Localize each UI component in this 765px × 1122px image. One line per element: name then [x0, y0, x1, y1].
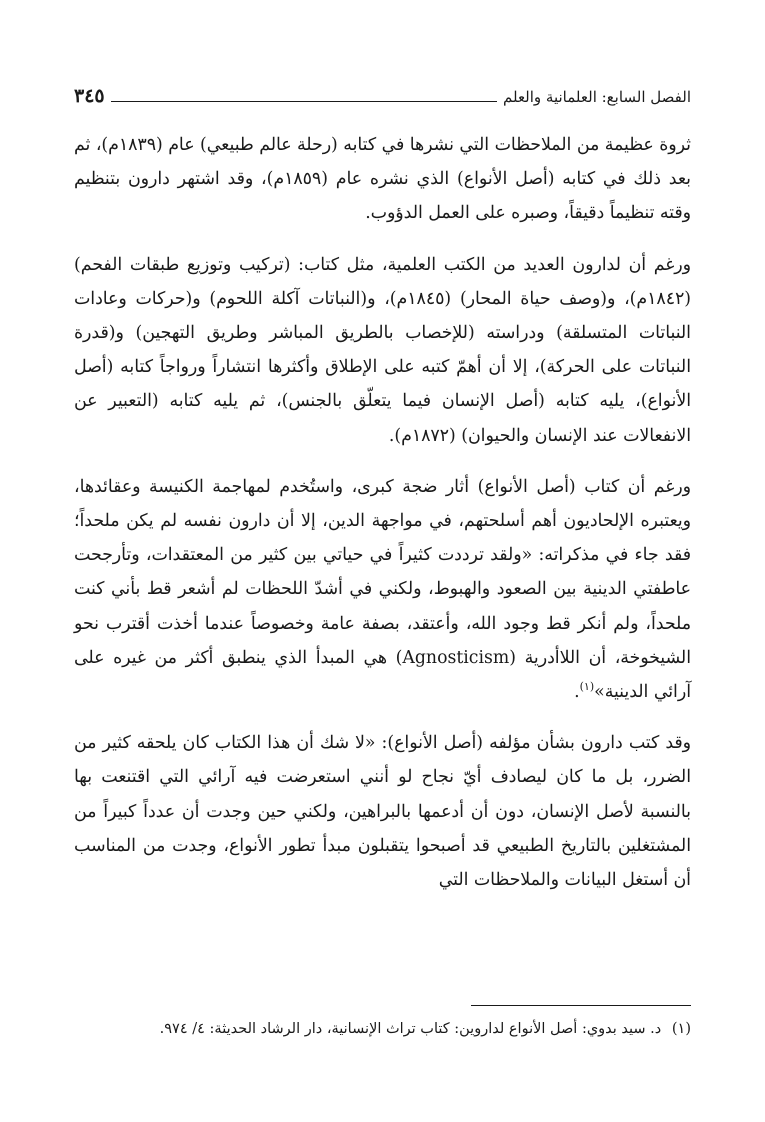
footnote-reference: (١) [579, 680, 595, 694]
paragraph-2: ورغم أن لدارون العديد من الكتب العلمية، مثل كتاب: (تركيب وتوزيع طبقات الفحم) (١٨٤٢م)، و(وصف حياة المحار) (١٨٤٥م)، و(النباتات آكلة اللحوم) و(حركات وعادات النباتات المتسلقة) ودراسته (للإخصاب بالطريق المباشر وطريق التهجين) و(قدرة النباتات على الحركة)، إلا أن أهمّ كتبه على الإطلاق وأكثرها انتشاراً ورواجاً كتابه (أصل الأنواع)، يليه كتابه (أصل الإنسان فيما يتعلّق بالجنس)، ثم يليه كتابه (التعبير عن الانفعالات عند الإنسان والحيوان) (١٨٧٢م). [74, 254, 692, 446]
paragraph-3 [74, 470, 691, 709]
header-rule [111, 101, 497, 102]
paragraph-3-end: . [574, 682, 580, 703]
paragraph-1: ثروة عظيمة من الملاحظات التي نشرها في كتابه (رحلة عالم طبيعي) عام (١٨٣٩م)، ثم بعد ذلك في كتابه (أصل الأنواع) الذي نشره عام (١٨٥٩م)، وقد اشتهر دارون بتنظيم وقته تنظيماً دقيقاً، وصبره على العمل الدؤوب. [74, 135, 691, 224]
page-number: ٣٤٥ [74, 85, 105, 107]
paragraph-3-text: ورغم أن كتاب (أصل الأنواع) أثار ضجة كبرى، واستُخدم لمهاجمة الكنيسة وعقائدها، ويعتبره الإلحاديون أهم أسلحتهم، في مواجهة الدين، إلا أن دارون نفسه لم يكن ملحداً؛ فقد جاء في مذكراته: «ولقد ترددت كثيراً في حياتي بين كثير من المعتقدات، وتأرجحت عاطفتي الدينية بين الصعود والهبوط، ولكني في أشدّ اللحظات لم أشعر قط بأني كنت ملحداً، ولم أنكر قط وجود الله، وأعتقد، بصفة عامة وخصوصاً عندما أخذت أقترب نحو الشيخوخة، أن اللاأدرية (Agnosticism) هي المبدأ الذي ينطبق أكثر من غيره على آرائي الدينية» [74, 476, 691, 703]
main-text [74, 128, 691, 914]
running-header [74, 78, 691, 108]
footnote-text: د. سيد بدوي: أصل الأنواع لداروين: كتاب تراث الإنسانية، دار الرشاد الحديثة: ٤/ ٩٧٤. [159, 1021, 662, 1037]
chapter-title: الفصل السابع: العلمانية والعلم [503, 88, 691, 106]
footnote-number: (١) [671, 1021, 691, 1037]
footnote-separator [471, 1005, 691, 1006]
paragraph-4: وقد كتب دارون بشأن مؤلفه (أصل الأنواع): «لا شك أن هذا الكتاب كان يلحقه كثير من الضرر، بل ما كان ليصادف أيّ نجاح لو أنني استعرضت فيه آرائي التي اقتنعت بها بالنسبة لأصل الإنسان، دون أن أدعمها بالبراهين، ولكني حين وجدت أن عدداً كبيراً من المشتغلين بالتاريخ الطبيعي قد أصبحوا يتقبلون مبدأ تطور الأنواع، وجدت من المناسب أن أستغل البيانات والملاحظات التي [74, 733, 691, 891]
footnote [74, 1018, 691, 1040]
